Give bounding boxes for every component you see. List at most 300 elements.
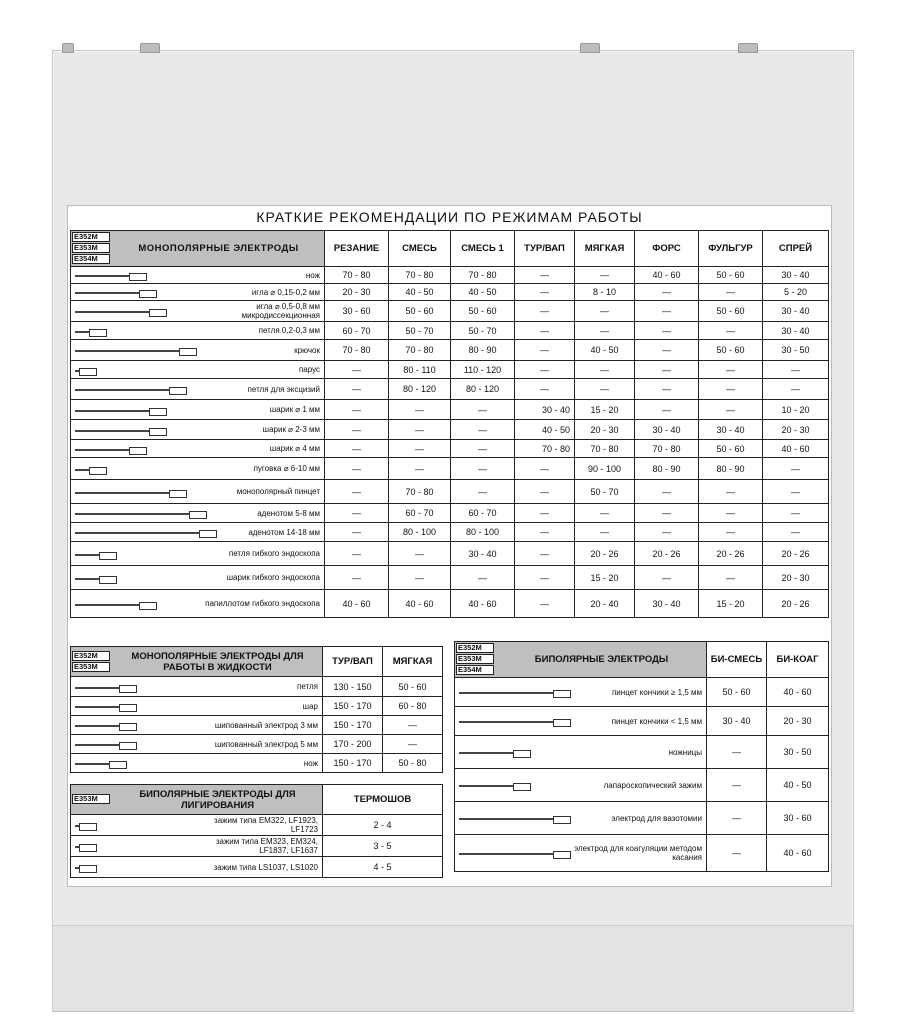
value-cell: 80 - 120	[451, 379, 515, 400]
instrument-label: шар	[302, 701, 318, 711]
value-cell: 50 - 60	[451, 301, 515, 322]
liquid-table	[70, 646, 443, 773]
value-cell: 40 - 60	[763, 440, 829, 458]
value-cell: —	[635, 340, 699, 361]
value-cell: 40 - 50	[515, 420, 575, 440]
instrument-drawing	[75, 331, 105, 333]
value-cell: 70 - 80	[389, 480, 451, 504]
value-cell: —	[325, 420, 389, 440]
table-row	[455, 835, 829, 872]
value-cell: —	[515, 284, 575, 301]
liquid-header: Е352М Е353М МОНОПОЛЯРНЫЕ ЭЛЕКТРОДЫ ДЛЯ РАБОТЫ В ЖИДКОСТИ	[71, 647, 323, 677]
device-base	[52, 925, 854, 1012]
instrument-cell	[71, 716, 323, 735]
value-cell: —	[707, 835, 767, 872]
value-cell: —	[515, 566, 575, 590]
column-header: ТЕРМОШОВ	[323, 785, 443, 815]
value-cell: —	[699, 322, 763, 340]
value-cell: —	[635, 284, 699, 301]
value-cell: —	[325, 523, 389, 542]
value-cell: 60 - 70	[325, 322, 389, 340]
value-cell: 20 - 40	[575, 590, 635, 618]
value-cell: 80 - 100	[389, 523, 451, 542]
table-row	[71, 301, 829, 322]
value-cell: —	[515, 322, 575, 340]
instrument-label: пинцет кончики < 1,5 мм	[611, 716, 702, 726]
instrument-cell	[71, 480, 325, 504]
value-cell: 150 - 170	[323, 754, 383, 773]
value-cell: —	[451, 458, 515, 480]
column-header: ФУЛЬГУР	[699, 231, 763, 267]
value-cell: 30 - 40	[515, 400, 575, 420]
column-header: СМЕСЬ	[389, 231, 451, 267]
value-cell: —	[575, 361, 635, 379]
instrument-cell	[71, 754, 323, 773]
value-cell: —	[635, 379, 699, 400]
table-row	[71, 440, 829, 458]
value-cell: 70 - 80	[575, 440, 635, 458]
value-cell: 70 - 80	[451, 267, 515, 284]
value-cell: 20 - 30	[763, 566, 829, 590]
value-cell: —	[635, 361, 699, 379]
table-row	[71, 523, 829, 542]
value-cell: —	[451, 566, 515, 590]
instrument-cell	[455, 835, 707, 872]
column-header: МЯГКАЯ	[575, 231, 635, 267]
panel-title: КРАТКИЕ РЕКОМЕНДАЦИИ ПО РЕЖИМАМ РАБОТЫ	[256, 209, 643, 225]
value-cell: —	[383, 716, 443, 735]
monopolar-table	[70, 230, 829, 618]
value-cell: —	[389, 566, 451, 590]
instrument-label: шарик ⌀ 4 мм	[269, 444, 320, 453]
mount-clip	[62, 43, 74, 53]
instrument-cell	[71, 697, 323, 716]
instrument-cell	[71, 284, 325, 301]
value-cell: 20 - 26	[763, 590, 829, 618]
instrument-cell	[71, 566, 325, 590]
instrument-label: лапароскопический зажим	[603, 780, 702, 790]
instrument-cell	[71, 735, 323, 754]
value-cell: —	[575, 267, 635, 284]
value-cell: 30 - 40	[763, 301, 829, 322]
instrument-cell	[71, 440, 325, 458]
model-list: Е352М Е353М Е354М	[71, 231, 113, 266]
table-row	[71, 420, 829, 440]
instrument-drawing	[75, 578, 115, 580]
instrument-label: аденотом 5-8 мм	[257, 508, 320, 518]
instrument-label: шарик гибкого эндоскопа	[226, 573, 320, 582]
instrument-drawing	[75, 604, 155, 606]
value-cell: 80 - 90	[635, 458, 699, 480]
instrument-label: шарик ⌀ 1 мм	[269, 405, 320, 414]
value-cell: 60 - 70	[451, 504, 515, 523]
value-cell: 50 - 70	[389, 322, 451, 340]
value-cell: 70 - 80	[389, 340, 451, 361]
value-cell: —	[699, 504, 763, 523]
table-row	[71, 716, 443, 735]
value-cell: —	[325, 504, 389, 523]
value-cell: —	[515, 361, 575, 379]
value-cell: —	[635, 523, 699, 542]
value-cell: 50 - 60	[699, 267, 763, 284]
column-header: СМЕСЬ 1	[451, 231, 515, 267]
value-cell: —	[325, 400, 389, 420]
instrument-cell	[455, 802, 707, 835]
table-row	[71, 361, 829, 379]
column-header: БИ-КОАГ	[767, 642, 829, 678]
instrument-drawing	[459, 692, 569, 694]
value-cell: 10 - 20	[763, 400, 829, 420]
instrument-label: монополярный пинцет	[236, 487, 320, 496]
value-cell: —	[515, 523, 575, 542]
instrument-label: нож	[303, 758, 318, 768]
instrument-drawing	[75, 275, 145, 277]
value-cell: 40 - 60	[451, 590, 515, 618]
mount-clip	[580, 43, 600, 53]
value-cell: 20 - 30	[575, 420, 635, 440]
column-header: ТУР/ВАП	[515, 231, 575, 267]
instrument-drawing	[75, 350, 195, 352]
instrument-cell	[71, 857, 323, 878]
instrument-drawing	[75, 513, 205, 515]
column-header: ТУР/ВАП	[323, 647, 383, 677]
instrument-cell	[455, 678, 707, 707]
instrument-cell	[71, 458, 325, 480]
instrument-drawing	[75, 469, 105, 471]
mount-clip	[140, 43, 160, 53]
value-cell: —	[763, 504, 829, 523]
value-cell: 20 - 26	[575, 542, 635, 566]
value-cell: 20 - 26	[763, 542, 829, 566]
instrument-label: ножницы	[668, 747, 702, 757]
value-cell: —	[635, 301, 699, 322]
value-cell: 15 - 20	[699, 590, 763, 618]
instrument-drawing	[75, 763, 125, 765]
table-row	[71, 815, 443, 836]
value-cell: —	[451, 420, 515, 440]
instrument-drawing	[75, 410, 165, 412]
value-cell: —	[389, 458, 451, 480]
value-cell: —	[389, 542, 451, 566]
instrument-cell	[71, 836, 323, 857]
table-row	[71, 857, 443, 878]
value-cell: —	[635, 322, 699, 340]
value-cell: 40 - 50	[451, 284, 515, 301]
value-cell: 50 - 60	[699, 301, 763, 322]
value-cell: 8 - 10	[575, 284, 635, 301]
table-row	[455, 769, 829, 802]
value-cell: —	[325, 480, 389, 504]
table-row	[71, 566, 829, 590]
value-cell: 130 - 150	[323, 677, 383, 697]
value-cell: 60 - 80	[383, 697, 443, 716]
instrument-label: петля	[296, 682, 318, 691]
instrument-cell	[71, 322, 325, 340]
value-cell: 2 - 4	[323, 815, 443, 836]
table-row	[71, 340, 829, 361]
instrument-cell	[71, 267, 325, 284]
column-header: РЕЗАНИЕ	[325, 231, 389, 267]
value-cell: —	[707, 769, 767, 802]
instrument-drawing	[459, 721, 569, 723]
value-cell: —	[325, 458, 389, 480]
instrument-cell	[71, 361, 325, 379]
value-cell: —	[575, 322, 635, 340]
instrument-cell	[71, 523, 325, 542]
value-cell: 40 - 60	[767, 678, 829, 707]
instrument-cell	[71, 590, 325, 618]
mount-clip	[738, 43, 758, 53]
value-cell: —	[699, 361, 763, 379]
value-cell: —	[325, 566, 389, 590]
instrument-drawing	[75, 867, 95, 869]
table-row	[455, 802, 829, 835]
instrument-label: игла ⌀ 0,5-0,8 мм микродиссекционная	[190, 302, 320, 320]
value-cell: 30 - 50	[767, 736, 829, 769]
instrument-cell	[71, 301, 325, 322]
value-cell: —	[635, 400, 699, 420]
value-cell: 50 - 70	[451, 322, 515, 340]
value-cell: —	[699, 480, 763, 504]
table-row	[71, 754, 443, 773]
value-cell: 70 - 80	[325, 340, 389, 361]
instrument-label: шипованный электрод 5 мм	[214, 739, 318, 749]
value-cell: 70 - 80	[389, 267, 451, 284]
instrument-cell	[455, 707, 707, 736]
instrument-drawing	[459, 818, 569, 820]
instrument-label: пинцет кончики ≥ 1,5 мм	[611, 687, 702, 697]
instrument-label: зажим типа ЕМ322, LF1923, LF1723	[188, 816, 318, 834]
instrument-drawing	[75, 449, 145, 451]
value-cell: 50 - 80	[383, 754, 443, 773]
instrument-drawing	[459, 853, 569, 855]
value-cell: 50 - 60	[389, 301, 451, 322]
value-cell: —	[699, 566, 763, 590]
value-cell: —	[575, 523, 635, 542]
instrument-cell	[71, 340, 325, 361]
value-cell: —	[699, 523, 763, 542]
instrument-label: петля гибкого эндоскопа	[228, 549, 320, 558]
value-cell: 40 - 60	[635, 267, 699, 284]
table-row	[71, 322, 829, 340]
value-cell: 70 - 80	[325, 267, 389, 284]
value-cell: —	[515, 301, 575, 322]
instrument-drawing	[459, 752, 529, 754]
value-cell: 30 - 40	[451, 542, 515, 566]
value-cell: 40 - 50	[575, 340, 635, 361]
value-cell: 20 - 26	[699, 542, 763, 566]
instrument-cell	[71, 420, 325, 440]
bipolar-header: Е352М Е353М Е354М БИПОЛЯРНЫЕ ЭЛЕКТРОДЫ	[455, 642, 707, 678]
value-cell: —	[325, 542, 389, 566]
value-cell: 3 - 5	[323, 836, 443, 857]
instrument-label: игла ⌀ 0,15-0,2 мм	[251, 287, 320, 297]
instrument-drawing	[75, 370, 95, 372]
instrument-cell	[71, 677, 323, 697]
value-cell: 40 - 60	[767, 835, 829, 872]
instrument-label: аденотом 14-18 мм	[248, 527, 320, 537]
value-cell: —	[575, 301, 635, 322]
instrument-drawing	[75, 706, 135, 708]
value-cell: 4 - 5	[323, 857, 443, 878]
value-cell: 5 - 20	[763, 284, 829, 301]
value-cell: —	[575, 379, 635, 400]
value-cell: 150 - 170	[323, 716, 383, 735]
instrument-label: зажим типа ЕМ323, ЕМ324, LF1837, LF1637	[188, 837, 318, 855]
value-cell: 80 - 90	[451, 340, 515, 361]
instrument-drawing	[75, 492, 185, 494]
value-cell: 30 - 40	[635, 420, 699, 440]
instrument-label: шипованный электрод 3 мм	[214, 720, 318, 730]
instrument-drawing	[459, 785, 529, 787]
table-row	[455, 707, 829, 736]
value-cell: 30 - 40	[763, 322, 829, 340]
value-cell: 60 - 70	[389, 504, 451, 523]
instrument-label: петля 0,2-0,3 мм	[258, 326, 320, 335]
value-cell: —	[515, 542, 575, 566]
instrument-cell	[455, 736, 707, 769]
value-cell: —	[635, 480, 699, 504]
instrument-drawing	[75, 687, 135, 689]
value-cell: 70 - 80	[635, 440, 699, 458]
value-cell: —	[325, 379, 389, 400]
table-row	[71, 379, 829, 400]
instrument-cell	[71, 504, 325, 523]
value-cell: —	[389, 420, 451, 440]
instrument-label: парус	[298, 365, 320, 374]
instrument-drawing	[75, 825, 95, 827]
table-row	[71, 590, 829, 618]
value-cell: 90 - 100	[575, 458, 635, 480]
table-row	[71, 284, 829, 301]
value-cell: 20 - 26	[635, 542, 699, 566]
value-cell: —	[515, 379, 575, 400]
value-cell: 15 - 20	[575, 400, 635, 420]
table-row	[71, 458, 829, 480]
instrument-drawing	[75, 311, 165, 313]
instrument-cell	[71, 379, 325, 400]
column-header: МЯГКАЯ	[383, 647, 443, 677]
value-cell: —	[515, 480, 575, 504]
value-cell: —	[515, 340, 575, 361]
value-cell: 20 - 30	[325, 284, 389, 301]
monopolar-header: Е352М Е353М Е354М МОНОПОЛЯРНЫЕ ЭЛЕКТРОДЫ	[71, 231, 325, 267]
value-cell: 110 - 120	[451, 361, 515, 379]
value-cell: —	[325, 440, 389, 458]
value-cell: —	[515, 267, 575, 284]
instrument-label: пуговка ⌀ 6-10 мм	[253, 464, 320, 473]
table-row	[71, 697, 443, 716]
value-cell: 50 - 60	[699, 340, 763, 361]
value-cell: 30 - 40	[699, 420, 763, 440]
value-cell: 40 - 60	[389, 590, 451, 618]
instrument-cell	[71, 542, 325, 566]
instrument-label: папиллотом гибкого эндоскопа	[205, 599, 320, 608]
table-row	[455, 736, 829, 769]
instrument-drawing	[75, 389, 185, 391]
instrument-label: крючок	[294, 345, 320, 355]
value-cell: —	[699, 284, 763, 301]
value-cell: —	[635, 504, 699, 523]
value-cell: —	[389, 440, 451, 458]
value-cell: —	[635, 566, 699, 590]
value-cell: 30 - 40	[635, 590, 699, 618]
instrument-label: электрод для коагуляции методом касания	[572, 844, 702, 862]
table-row	[71, 542, 829, 566]
value-cell: —	[515, 590, 575, 618]
value-cell: —	[515, 458, 575, 480]
instrument-label: петля для эксцизий	[247, 384, 320, 394]
column-header: СПРЕЙ	[763, 231, 829, 267]
value-cell: —	[763, 480, 829, 504]
instrument-label: зажим типа LS1037, LS1020	[213, 862, 318, 872]
value-cell: 70 - 80	[515, 440, 575, 458]
instrument-drawing	[75, 292, 155, 294]
instrument-drawing	[75, 430, 165, 432]
instrument-cell	[71, 815, 323, 836]
column-header: БИ-СМЕСЬ	[707, 642, 767, 678]
instrument-drawing	[75, 846, 95, 848]
value-cell: 150 - 170	[323, 697, 383, 716]
value-cell: —	[763, 361, 829, 379]
instrument-label: электрод для вазотомии	[611, 813, 702, 823]
value-cell: 50 - 60	[383, 677, 443, 697]
bipolar-table	[454, 641, 829, 872]
instrument-cell	[455, 769, 707, 802]
value-cell: —	[325, 361, 389, 379]
value-cell: 30 - 40	[763, 267, 829, 284]
recommendation-panel	[67, 205, 832, 887]
table-row	[71, 677, 443, 697]
table-row	[71, 504, 829, 523]
value-cell: —	[707, 802, 767, 835]
instrument-drawing	[75, 725, 135, 727]
value-cell: 30 - 60	[325, 301, 389, 322]
value-cell: 40 - 50	[389, 284, 451, 301]
value-cell: 80 - 100	[451, 523, 515, 542]
value-cell: —	[763, 458, 829, 480]
instrument-drawing	[75, 532, 215, 534]
table-row	[71, 836, 443, 857]
table-row	[71, 480, 829, 504]
value-cell: —	[451, 440, 515, 458]
ligation-table	[70, 784, 443, 878]
value-cell: 20 - 30	[763, 420, 829, 440]
value-cell: —	[699, 400, 763, 420]
value-cell: 40 - 60	[325, 590, 389, 618]
value-cell: 50 - 60	[707, 678, 767, 707]
ligation-header: Е353М БИПОЛЯРНЫЕ ЭЛЕКТРОДЫ ДЛЯ ЛИГИРОВАНИЯ	[71, 785, 323, 815]
value-cell: 15 - 20	[575, 566, 635, 590]
table-row	[71, 735, 443, 754]
table-row	[71, 400, 829, 420]
value-cell: 30 - 50	[763, 340, 829, 361]
value-cell: 170 - 200	[323, 735, 383, 754]
value-cell: 80 - 110	[389, 361, 451, 379]
value-cell: 50 - 70	[575, 480, 635, 504]
value-cell: —	[699, 379, 763, 400]
value-cell: 50 - 60	[699, 440, 763, 458]
instrument-drawing	[75, 554, 115, 556]
value-cell: 40 - 50	[767, 769, 829, 802]
instrument-cell	[71, 400, 325, 420]
value-cell: 80 - 120	[389, 379, 451, 400]
value-cell: 30 - 60	[767, 802, 829, 835]
value-cell: 20 - 30	[767, 707, 829, 736]
value-cell: 80 - 90	[699, 458, 763, 480]
value-cell: —	[451, 480, 515, 504]
value-cell: —	[515, 504, 575, 523]
